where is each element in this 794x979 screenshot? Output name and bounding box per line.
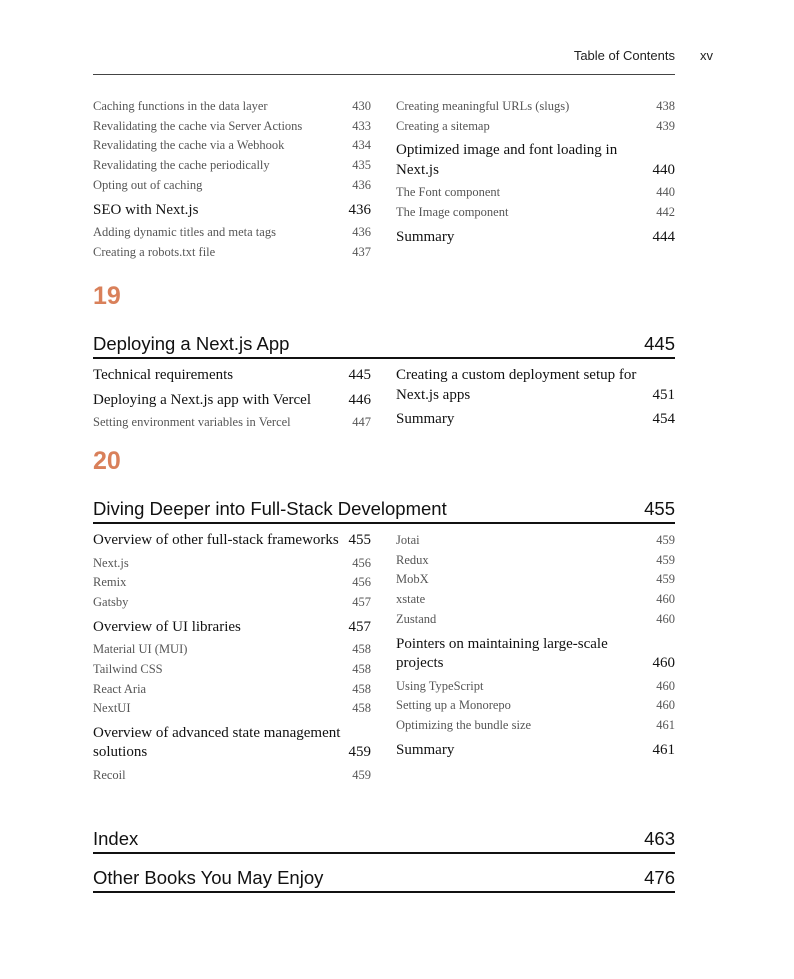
index-heading[interactable] [93,828,675,854]
toc-entry-title: Revalidating the cache via Server Actions [93,118,303,133]
toc-entry-page: 444 [652,228,675,245]
toc-entry-title: Jotai [396,533,420,547]
chapter-19-number: 19 [93,282,121,310]
toc-entry-page: 440 [656,185,675,200]
toc-subsection-entry[interactable] [93,176,371,196]
chapter-19-left-column [93,366,371,433]
toc-entry-page: 438 [656,99,675,113]
toc-entry-title: Overview of other full-stack frameworks [93,532,339,548]
toc-section-entry[interactable] [93,201,371,221]
toc-subsection-entry[interactable] [396,117,675,137]
toc-entry-page: 457 [348,618,371,635]
toc-subsection-entry[interactable] [93,243,371,263]
toc-entry-page: 458 [352,642,371,657]
toc-entry-title: Material UI (MUI) [93,642,188,657]
toc-entry-page: 461 [656,717,675,732]
toc-section-entry[interactable] [93,618,371,638]
toc-entry-page: 458 [352,661,371,676]
toc-entry-page: 436 [352,225,371,240]
toc-subsection-entry[interactable] [93,136,371,156]
other-books-title: Other Books You May Enjoy [93,867,324,888]
toc-entry-page: 447 [352,415,371,429]
toc-entry-title: Creating a sitemap [396,118,490,133]
chapter-20-heading[interactable] [93,498,675,524]
toc-entry-title: The Image component [396,205,509,220]
toc-section-entry[interactable] [396,635,675,674]
toc-entry-page: 456 [352,575,371,590]
toc-subsection-entry[interactable] [396,677,675,697]
toc-section-entry[interactable] [396,228,675,248]
chapter-19-heading[interactable] [93,333,675,359]
toc-entry-title: Adding dynamic titles and meta tags [93,225,276,240]
toc-subsection-entry[interactable] [396,97,675,117]
toc-entry-title: Redux [396,552,429,567]
toc-entry-title: Opting out of caching [93,177,203,192]
toc-entry-title: Gatsby [93,594,129,609]
toc-entry-title: Using TypeScript [396,678,484,693]
index-page: 463 [644,828,675,849]
toc-entry-page: 455 [348,532,371,548]
toc-subsection-entry[interactable] [93,640,371,660]
toc-subsection-entry[interactable] [93,766,371,786]
toc-entry-page: 457 [352,594,371,609]
toc-entry-title: Creating a robots.txt file [93,244,216,259]
toc-entry-page: 437 [352,244,371,259]
toc-subsection-entry[interactable] [93,699,371,719]
toc-entry-page: 456 [352,555,371,570]
toc-entry-page: 460 [652,655,675,672]
toc-entry-title: Next.js [93,555,129,570]
toc-entry-page: 459 [656,572,675,587]
toc-entry-title: Optimized image and font loading in Next.js [396,142,618,178]
toc-section-entry[interactable] [396,366,675,405]
toc-entry-title: Creating meaningful URLs (slugs) [396,99,570,113]
toc-subsection-entry[interactable] [93,680,371,700]
toc-entry-page: 459 [656,533,675,547]
header-rule [93,74,675,75]
toc-entry-page: 442 [656,205,675,220]
toc-entry-page: 459 [352,767,371,782]
chapter-19-page: 445 [644,333,675,354]
toc-entry-title: Tailwind CSS [93,661,163,676]
other-books-page: 476 [644,867,675,888]
toc-section-entry[interactable] [93,366,371,386]
toc-entry-title: SEO with Next.js [93,201,199,218]
toc-entry-page: 460 [656,611,675,626]
toc-entry-title: MobX [396,572,429,587]
toc-entry-title: Remix [93,575,127,590]
chapter-20-right-column [396,531,675,763]
toc-subsection-entry[interactable] [93,223,371,243]
toc-entry-title: Summary [396,411,455,427]
toc-entry-page: 460 [656,698,675,713]
toc-entry-page: 436 [352,177,371,192]
toc-entry-page: 440 [652,161,675,178]
toc-top-right-column [396,97,675,250]
toc-entry-title: Overview of UI libraries [93,618,241,635]
toc-section-entry[interactable] [93,531,371,551]
toc-subsection-entry[interactable] [396,551,675,571]
toc-subsection-entry[interactable] [93,97,371,117]
toc-entry-title: React Aria [93,681,147,696]
toc-top-left-column [93,97,371,262]
toc-subsection-entry[interactable] [396,696,675,716]
chapter-20-number: 20 [93,447,121,475]
toc-entry-title: The Font component [396,185,501,200]
toc-entry-page: 460 [656,592,675,607]
toc-entry-title: Caching functions in the data layer [93,99,268,113]
toc-subsection-entry[interactable] [93,554,371,574]
toc-subsection-entry[interactable] [93,156,371,176]
chapter-19-right-column [396,366,675,433]
toc-subsection-entry[interactable] [93,593,371,613]
toc-subsection-entry[interactable] [396,203,675,223]
page-number: xv [700,48,713,63]
toc-entry-title: xstate [396,592,426,607]
toc-entry-page: 458 [352,701,371,716]
index-title: Index [93,828,139,849]
toc-entry-page: 446 [348,391,371,408]
toc-subsection-entry[interactable] [93,413,371,433]
toc-section-entry[interactable] [396,141,675,180]
running-head: Table of Contents [573,48,675,63]
toc-entry-page: 439 [656,118,675,133]
other-books-heading[interactable] [93,867,675,893]
toc-entry-page: 436 [348,201,371,218]
toc-entry-page: 430 [352,99,371,113]
toc-section-entry[interactable] [396,741,675,761]
toc-subsection-entry[interactable] [396,183,675,203]
toc-subsection-entry[interactable] [396,570,675,590]
toc-subsection-entry[interactable] [396,610,675,630]
toc-subsection-entry[interactable] [396,590,675,610]
toc-entry-page: 435 [352,158,371,173]
chapter-20-title: Diving Deeper into Full-Stack Development [93,498,447,519]
toc-entry-title: Summary [396,228,455,245]
toc-entry-title: Recoil [93,767,126,782]
toc-entry-title: Deploying a Next.js app with Vercel [93,391,312,408]
toc-entry-page: 458 [352,681,371,696]
toc-entry-page: 454 [652,411,675,427]
toc-entry-title: Revalidating the cache via a Webhook [93,138,285,153]
toc-section-entry[interactable] [93,391,371,411]
toc-entry-title: Setting environment variables in Vercel [93,415,291,429]
toc-entry-title: Pointers on maintaining large-scale projects [396,635,608,672]
toc-entry-title: Creating a custom deployment setup for Next.js apps [396,367,637,403]
toc-entry-page: 451 [652,386,675,403]
toc-entry-page: 445 [348,367,371,383]
chapter-20-page: 455 [644,498,675,519]
toc-entry-page: 461 [652,741,675,758]
toc-subsection-entry[interactable] [93,660,371,680]
toc-entry-title: Setting up a Monorepo [396,698,511,713]
toc-entry-title: Zustand [396,611,437,626]
toc-section-entry[interactable] [396,410,675,430]
toc-entry-page: 460 [656,678,675,693]
toc-entry-title: Revalidating the cache periodically [93,158,270,173]
toc-entry-title: Optimizing the bundle size [396,717,532,732]
toc-subsection-entry[interactable] [93,573,371,593]
toc-entry-title: NextUI [93,701,131,716]
toc-entry-title: Summary [396,741,455,758]
toc-entry-page: 433 [352,118,371,133]
toc-entry-title: Overview of advanced state management solutions [93,724,341,761]
toc-entry-page: 459 [348,744,371,761]
toc-entry-page: 434 [352,138,371,153]
toc-section-entry[interactable] [93,724,371,763]
toc-subsection-entry[interactable] [93,117,371,137]
chapter-19-title: Deploying a Next.js App [93,333,290,354]
toc-entry-title: Technical requirements [93,367,234,383]
toc-subsection-entry[interactable] [396,716,675,736]
chapter-20-left-column [93,531,371,786]
toc-subsection-entry[interactable] [396,531,675,551]
toc-entry-page: 459 [656,552,675,567]
